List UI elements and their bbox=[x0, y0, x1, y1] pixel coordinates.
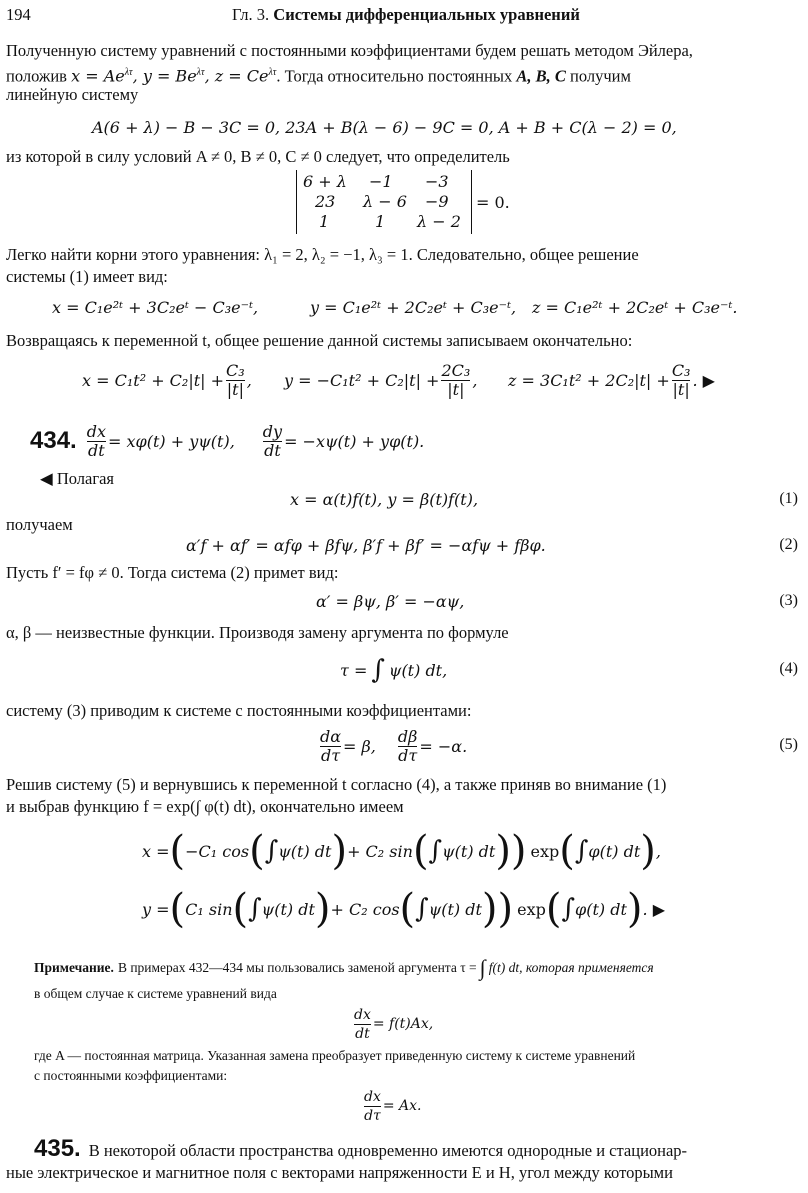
equation-final-y-434: y = ( C₁ sin ( ∫ ψ(t) dt ) + C₂ cos ( ∫ ψ(t) dt )) exp ( ∫ φ(t) dt ) . ▶ bbox=[142, 886, 665, 932]
p4-return-variable: Возвращаясь к переменной t, общее решение данной системы записываем окончательно: bbox=[6, 331, 633, 350]
text-let: Пусть f′ = fφ ≠ 0. Тогда система (2) примет вид: bbox=[6, 563, 339, 582]
problem-435-line1: 435. В некоторой области пространства одновременно имеются однородные и стационар- bbox=[34, 1135, 688, 1162]
problem-number: 434. bbox=[30, 427, 77, 454]
equation-general-z: z = C₁e²ᵗ + 2C₂eᵗ + C₃e⁻ᵗ. bbox=[532, 298, 738, 317]
equation-2: α′f + αf′ = αfφ + βfψ, β′f + βf′ = −αfψ + fβφ. bbox=[186, 536, 546, 555]
solution-start: ◀ Полагая bbox=[40, 469, 115, 488]
note-line3: где A — постоянная матрица. Указанная замена преобразует приведенную систему к системе уравнений bbox=[34, 1048, 636, 1063]
det-cell: λ − 6 bbox=[363, 192, 407, 211]
det-cell: 23 bbox=[315, 192, 336, 211]
note-equation-1: $\frac{dx}{dt}$ = f(t)Ax, bbox=[354, 1006, 434, 1042]
problem-434-statement: 434. $\frac{dx}{dt}$ = xφ(t) + yψ(t), $\frac{dy}{dt}$ = −xψ(t) + yφ(t). bbox=[30, 421, 425, 460]
problem-435-line2: ные электрическое и магнитное поля с векторами напряженности E и H, угол между которыми bbox=[6, 1163, 673, 1182]
equation-final-y: y = −C₁t² + C₂|t| + $\frac{\text{2C₃}}{|t|}$ , bbox=[284, 360, 478, 399]
determinant bbox=[296, 170, 472, 234]
equation-1: x = α(t)f(t), y = β(t)f(t), bbox=[290, 490, 479, 509]
p1-line1: Полученную систему уравнений с постоянными коэффициентами будем решать методом Эйлера, bbox=[6, 41, 693, 60]
eq-label-2: (2) bbox=[779, 536, 798, 553]
eq-label-5: (5) bbox=[779, 736, 798, 753]
note-line1: Примечание. В примерах 432—434 мы пользовались заменой аргумента τ = ∫ f(t) dt, которая применяется bbox=[34, 955, 654, 980]
equation-general-y: y = C₁e²ᵗ + 2C₂eᵗ + C₃e⁻ᵗ, bbox=[310, 298, 517, 317]
running-header bbox=[232, 4, 580, 25]
equation-3: α′ = βψ, β′ = −αψ, bbox=[316, 592, 465, 611]
p3-line2: системы (1) имеет вид: bbox=[6, 267, 168, 286]
equation-final-x-434: x = ( −C₁ cos ( ∫ ψ(t) dt ) + C₂ sin ( ∫ ψ(t) dt )) exp ( ∫ φ(t) dt ) , bbox=[142, 828, 661, 874]
note-label: Примечание. bbox=[34, 960, 114, 975]
chapter-title: Системы дифференциальных уравнений bbox=[273, 5, 580, 24]
p2-determinant-intro: из которой в силу условий A ≠ 0, B ≠ 0, C ≠ 0 следует, что определитель bbox=[6, 147, 510, 166]
equation-linear-system: A(6 + λ) − B − 3C = 0, 23A + B(λ − 6) − 9C = 0, A + B + C(λ − 2) = 0, bbox=[92, 118, 677, 137]
text-get: получаем bbox=[6, 515, 73, 534]
text-unknown-functions: α, β — неизвестные функции. Производя замену аргумента по формуле bbox=[6, 623, 509, 642]
det-cell: −3 bbox=[425, 172, 449, 191]
det-cell: −1 bbox=[369, 172, 393, 191]
equation-4: τ = ∫ ψ(t) dt, bbox=[340, 655, 448, 685]
problem-number: 435. bbox=[34, 1135, 81, 1162]
text-solved-line2: и выбрав функцию f = exp(∫ φ(t) dt), окончательно имеем bbox=[6, 797, 404, 816]
det-rhs: = 0. bbox=[476, 193, 510, 212]
det-cell: 6 + λ bbox=[303, 172, 347, 191]
p3-line1: Легко найти корни этого уравнения: λ₁ = 2, λ₂ = −1, λ₃ = 1. Следовательно, общее решение bbox=[6, 245, 639, 264]
equation-5: $\frac{d\alpha}{d\tau}$ = β, $\frac{d\beta}{d\tau}$ = −α. bbox=[320, 726, 468, 765]
eq-label-3: (3) bbox=[779, 592, 798, 609]
det-cell: 1 bbox=[375, 212, 386, 231]
eq-label-4: (4) bbox=[779, 660, 798, 677]
det-cell: λ − 2 bbox=[417, 212, 461, 231]
eq-label-1: (1) bbox=[779, 490, 798, 507]
chapter-number: Гл. 3. bbox=[232, 5, 270, 24]
text-solved-line1: Решив систему (5) и вернувшись к переменной t согласно (4), а также приняв во внимание (1) bbox=[6, 775, 667, 794]
text-reduce: систему (3) приводим к системе с постоянными коэффициентами: bbox=[6, 701, 472, 720]
note-line2: в общем случае к системе уравнений вида bbox=[34, 986, 277, 1001]
page-number: 194 bbox=[6, 5, 31, 24]
equation-final-z: z = 3C₁t² + 2C₂|t| + $\frac{\text{C₃}}{|t|}$ . ▶ bbox=[508, 360, 715, 399]
p1-line2: положив $x = Ae^{\lambda\tau}$, $y = Be^{\lambda\tau}$, $z = Ce^{\lambda\tau}$. Тогда относительно постоянных A, B, C получим bbox=[6, 66, 631, 86]
note-line4: с постоянными коэффициентами: bbox=[34, 1068, 228, 1083]
det-cell: 1 bbox=[319, 212, 330, 231]
note-equation-2: $\frac{dx}{d\tau}$ = Ax. bbox=[364, 1088, 422, 1124]
equation-final-x: x = C₁t² + C₂|t| + $\frac{\text{C₃}}{|t|}$ , bbox=[82, 360, 252, 399]
equation-general-x: x = C₁e²ᵗ + 3C₂eᵗ − C₃e⁻ᵗ, bbox=[52, 298, 259, 317]
p1-line3: линейную систему bbox=[6, 85, 139, 104]
det-cell: −9 bbox=[425, 192, 449, 211]
